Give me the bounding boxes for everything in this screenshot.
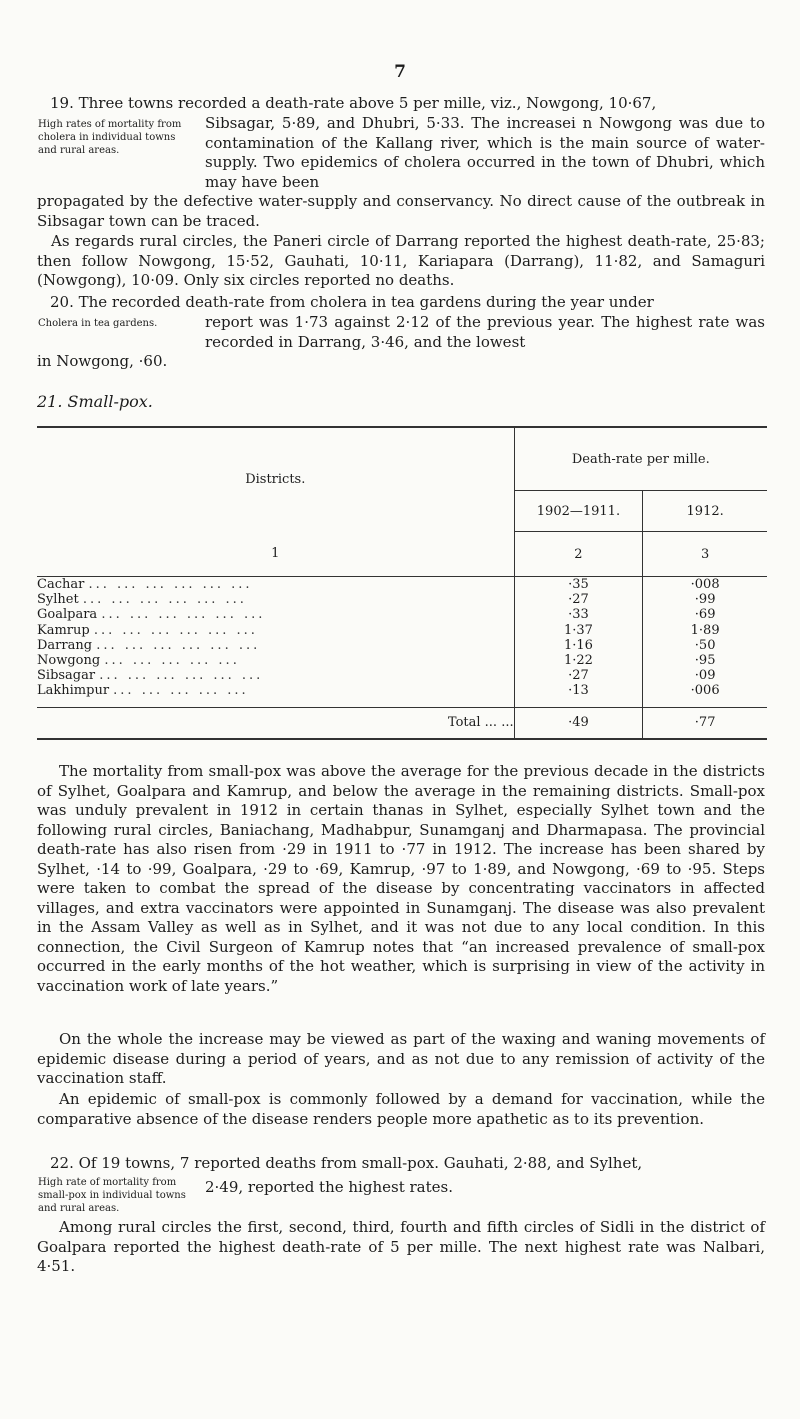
sidenote-small-pox-towns: High rate of mortality from small-pox in individual towns and rural areas.	[38, 1177, 186, 1214]
table-row	[37, 638, 767, 653]
sidenote-tea-gardens: Cholera in tea gardens.	[38, 318, 158, 329]
paragraph-small-pox-mortality: The mortality from small-pox was above the average for the previous decade in the districts of Sylhet, Goalpara and Kamrup, and below the average in the remaining districts. Small-pox was unduly prevalent in 1912 in certain thanas in Sylhet, especially Sylhet town and the following rural circles, Baniachang, Madhabpur, Sunamganj and Dharmapasa. The provincial death-rate has also risen from ·29 in 1911 to ·77 in 1912. The increase has been shared by Sylhet, ·14 to ·99, Goalpara, ·29 to ·69, Kamrup, ·97 to 1·89, and Nowgong, ·69 to ·95. Steps were taken to combat the spread of the disease by concentrating vaccinators in affected villages, and extra vaccinators were appointed in Sunamganj. The disease was also prevalent in the Assam Valley as well as in Sylhet, and it was not due to any local condition. In this connection, the Civil Surgeon of Kamrup notes that “an increased prevalence of small-pox occurred in the early months of the hot weather, which is surprising in view of the activity in vaccination work of late years.”	[37, 762, 765, 995]
leader-dots: ... ... ... ... ...	[104, 653, 240, 669]
leader-dots: ... ... ... ... ... ...	[96, 637, 261, 653]
rate-1912: ·008	[643, 577, 767, 593]
rate-1902-1911: ·35	[514, 577, 643, 593]
column-number-1: 1	[37, 532, 514, 577]
district-name: Goalpara	[37, 607, 98, 623]
rate-1902-1911: ·27	[514, 592, 643, 607]
rate-1912: ·99	[643, 592, 767, 607]
para-22-rural-circles: Among rural circles the first, second, third, fourth and fifth circles of Sidli in the district of Goalpara reported the highest death-rate of 5 per mille. The next highest rate was Nalbari, 4·51.	[37, 1218, 765, 1275]
header-death-rate: Death-rate per mille.	[514, 427, 767, 491]
rate-1912: ·50	[643, 638, 767, 653]
para-22-continued: 2·49, reported the highest rates.	[205, 1178, 453, 1196]
district-name: Sylhet	[37, 592, 79, 608]
column-number-2: 2	[514, 532, 643, 577]
header-1902-1911: 1902—1911.	[514, 491, 643, 532]
sidenote-cholera-towns: High rates of mortality from cholera in individual towns and rural areas.	[38, 119, 182, 156]
column-number-3: 3	[643, 532, 767, 577]
leader-dots: ... ... ... ... ... ...	[93, 622, 258, 638]
table-row	[37, 683, 767, 707]
rate-1902-1911: ·13	[514, 683, 643, 707]
rate-1912: ·006	[643, 683, 767, 707]
table-row	[37, 577, 767, 593]
district-name: Sibsagar	[37, 668, 96, 684]
district-name: Cachar	[37, 577, 85, 593]
para-20-first-line: 20. The recorded death-rate from cholera in tea gardens during the year under	[50, 293, 654, 311]
leader-dots: ... ... ... ... ...	[113, 683, 249, 699]
para-19-rest: propagated by the defective water-supply and conservancy. No direct cause of the outbreak in Sibsagar town can be traced.	[37, 192, 765, 230]
page-number: 7	[394, 62, 406, 82]
total-1912: ·77	[643, 707, 767, 739]
para-20-continued: report was 1·73 against 2·12 of the previous year. The highest rate was recorded in Darrang, 3·46, and the lowest	[205, 313, 765, 351]
para-22-first-line: 22. Of 19 towns, 7 reported deaths from small-pox. Gauhati, 2·88, and Sylhet,	[50, 1154, 643, 1172]
district-name: Darrang	[37, 637, 93, 653]
rate-1912: ·69	[643, 607, 767, 622]
rate-1912: 1·89	[643, 623, 767, 638]
district-name: Lakhimpur	[37, 683, 110, 699]
table-row	[37, 607, 767, 622]
rate-1912: ·95	[643, 653, 767, 668]
leader-dots: ... ... ... ... ... ...	[101, 607, 266, 623]
section-heading-small-pox: 21. Small-pox.	[37, 392, 153, 411]
rate-1902-1911: ·33	[514, 607, 643, 622]
header-districts: Districts.	[245, 472, 306, 488]
leader-dots: ... ... ... ... ... ...	[82, 592, 247, 608]
rate-1912: ·09	[643, 668, 767, 683]
paragraph-epidemic-vaccination: An epidemic of small-pox is commonly followed by a demand for vaccination, while the comparative absence of the disease renders people more apathetic as to its prevention.	[37, 1090, 765, 1128]
small-pox-death-rate-table	[37, 426, 767, 740]
rate-1902-1911: 1·16	[514, 638, 643, 653]
table-row	[37, 653, 767, 668]
leader-dots: ... ... ... ... ... ...	[99, 668, 264, 684]
rate-1902-1911: 1·37	[514, 623, 643, 638]
header-1912: 1912.	[643, 491, 767, 532]
total-1902-1911: ·49	[514, 707, 643, 739]
para-19-first-line: 19. Three towns recorded a death-rate above 5 per mille, viz., Nowgong, 10·67,	[50, 94, 657, 112]
para-20-last-line: in Nowgong, ·60.	[37, 352, 168, 370]
table-row	[37, 592, 767, 607]
rate-1902-1911: 1·22	[514, 653, 643, 668]
district-name: Nowgong	[37, 653, 101, 669]
district-name: Kamrup	[37, 622, 90, 638]
table-row	[37, 668, 767, 683]
rate-1902-1911: ·27	[514, 668, 643, 683]
para-19-rural-circles: As regards rural circles, the Paneri circle of Darrang reported the highest death-rate, 25·83; then follow Nowgong, 15·52, Gauhati, 10·11, Kariapara (Darrang), 11·82, and Samaguri (Nowgong), 10·09. Only six circles reported no deaths.	[37, 232, 765, 289]
table-row	[37, 623, 767, 638]
paragraph-waxing-waning: On the whole the increase may be viewed as part of the waxing and waning movements of epidemic disease during a period of years, and as not due to any remission of activity of the vaccination staff.	[37, 1030, 765, 1087]
para-19-continued: Sibsagar, 5·89, and Dhubri, 5·33. The increasei n Nowgong was due to contamination of the Kallang river, which is the main source of water-supply. Two epidemics of cholera occurred in the town of Dhubri, which may have been	[205, 114, 765, 191]
table-total-row	[37, 707, 767, 739]
leader-dots: ... ... ... ... ... ...	[88, 577, 253, 593]
total-label: Total ... ...	[447, 715, 514, 730]
